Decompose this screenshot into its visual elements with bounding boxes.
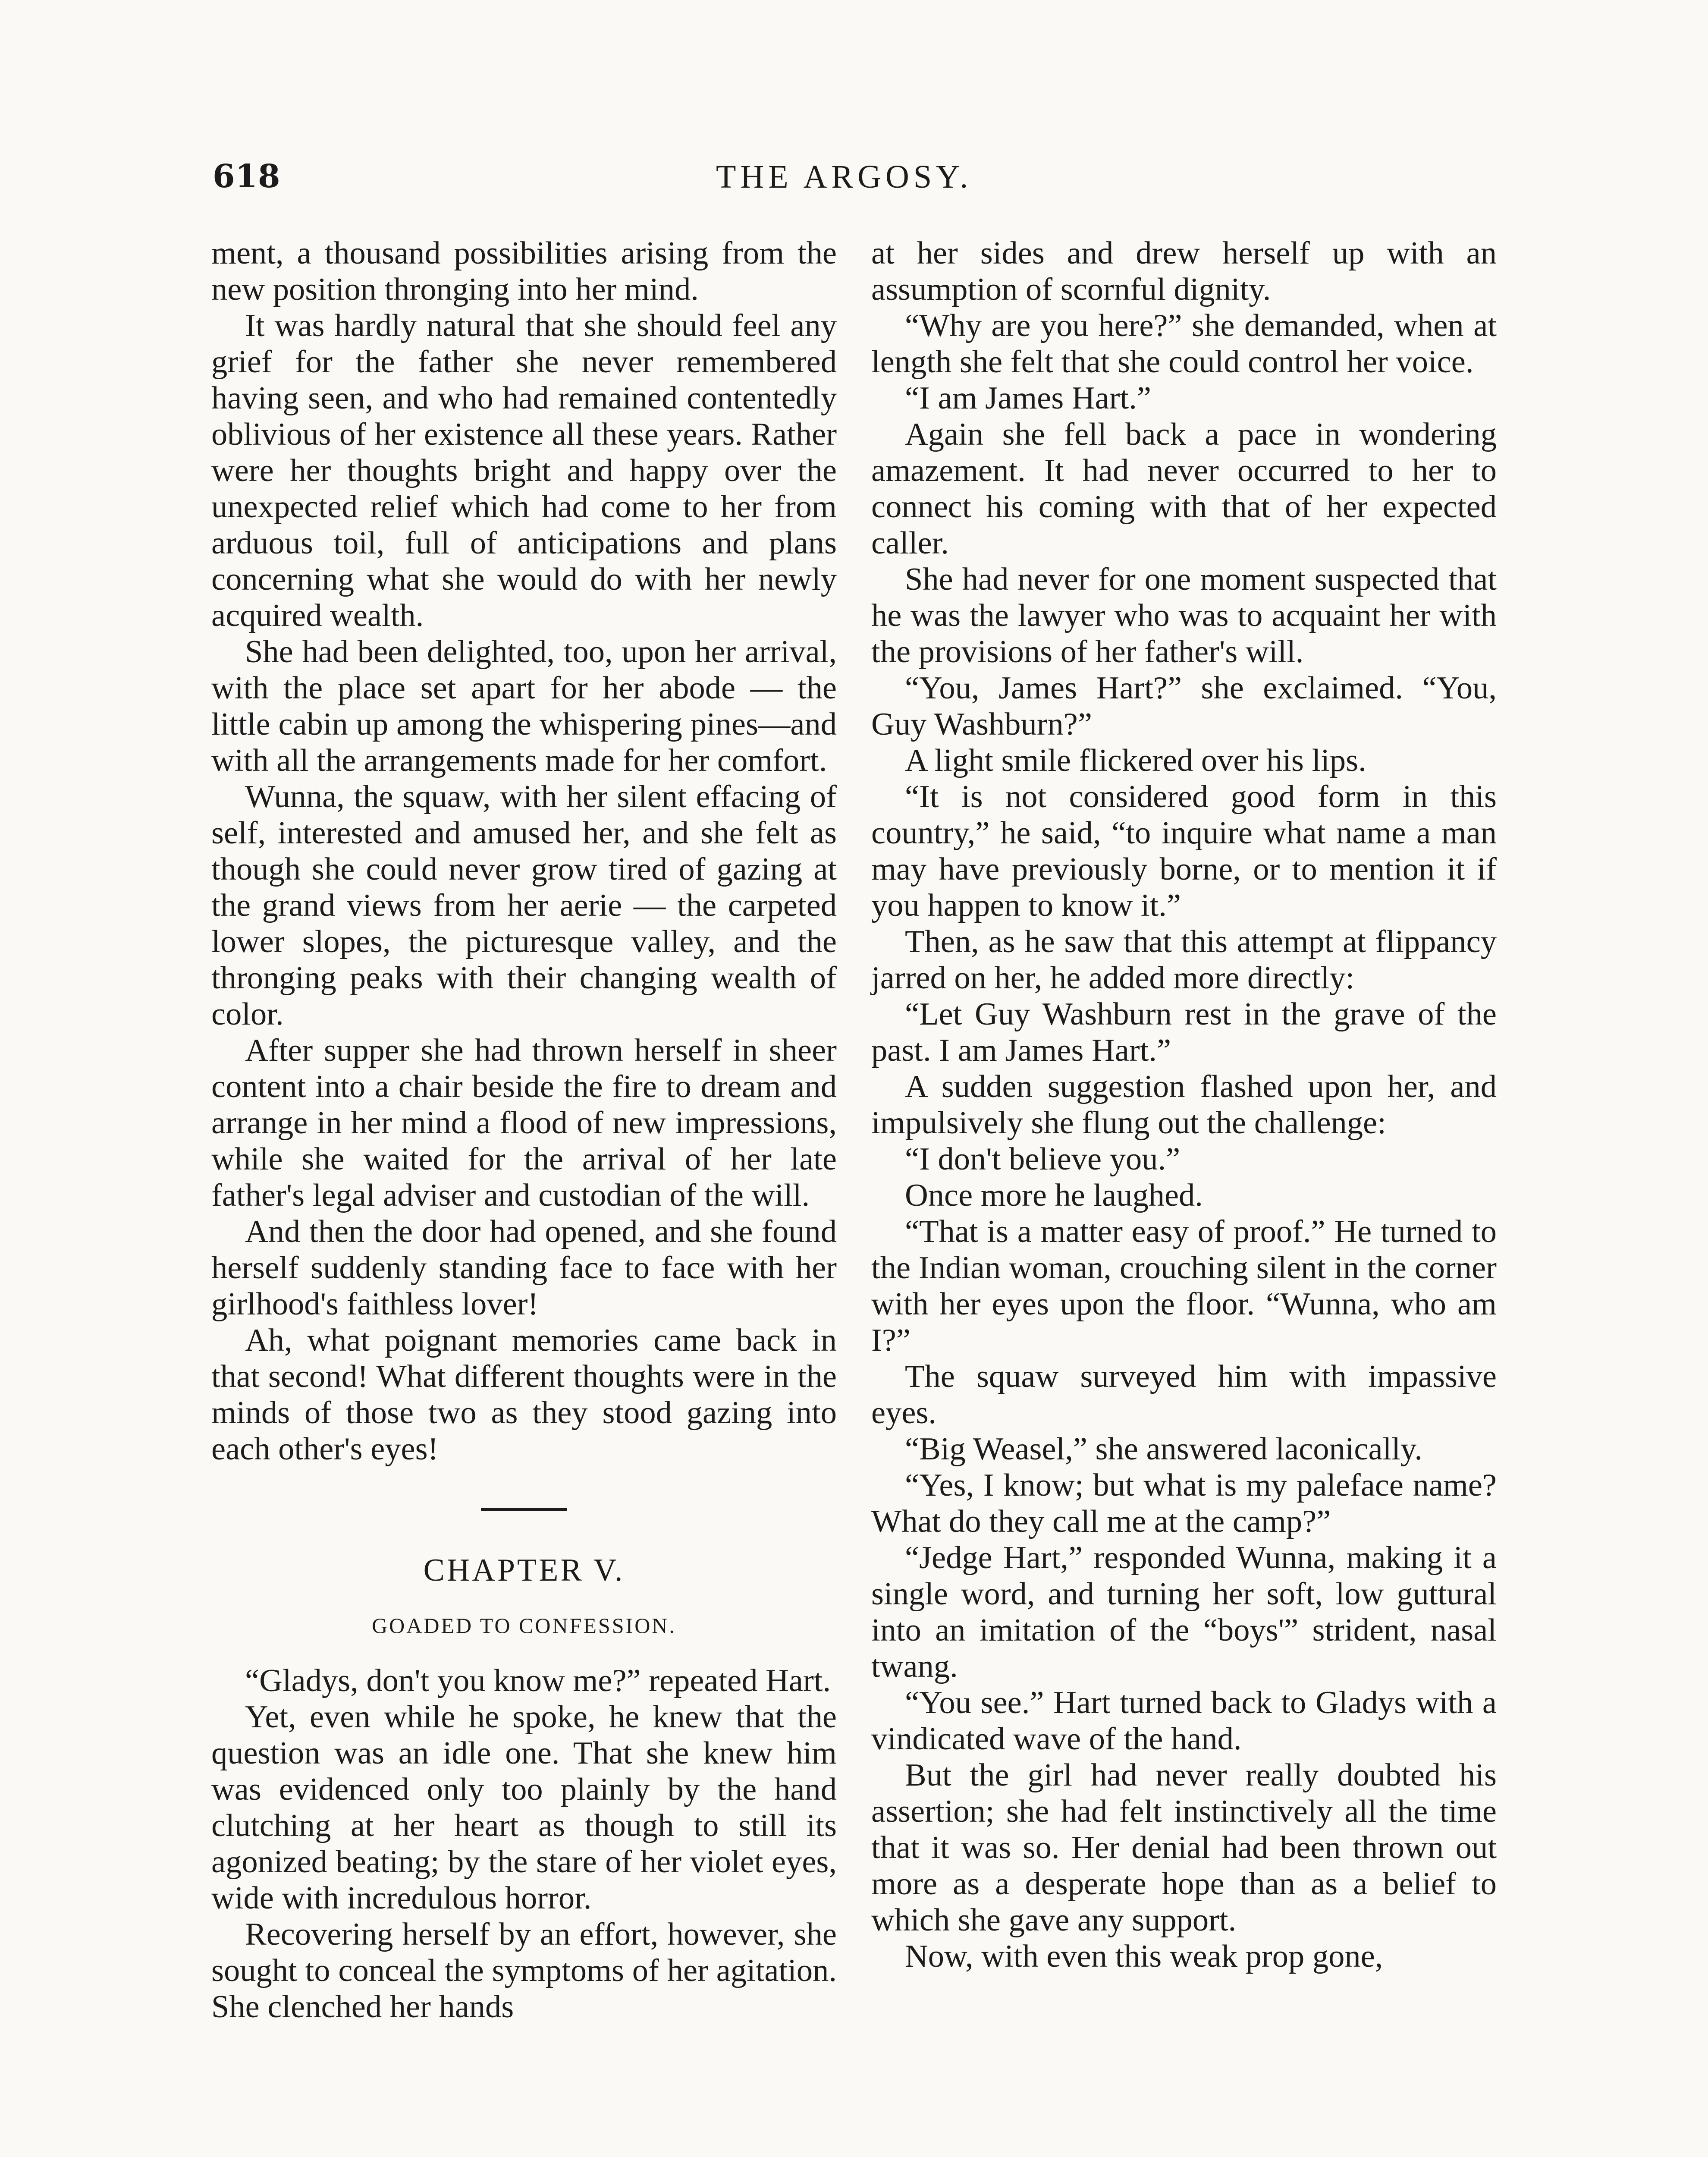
paragraph: “Gladys, don't you know me?” repeated Hart. xyxy=(245,1663,831,1698)
section-divider xyxy=(481,1508,567,1511)
paragraph: “You see.” Hart turned back to Gladys with a vindicated wave of the hand. xyxy=(871,1685,1497,1757)
paragraph: And then the door had opened, and she found herself suddenly standing face to face with her girlhood's faithless lover! xyxy=(211,1214,837,1322)
paragraph: Again she fell back a pace in wondering amazement. It had never occurred to her to connect his coming with that of her expected caller. xyxy=(871,417,1497,561)
running-head: THE ARGOSY. xyxy=(716,159,973,195)
paragraph: ment, a thousand possibilities arising from the new position thronging into her mind. xyxy=(211,236,837,307)
paragraph: Once more he laughed. xyxy=(905,1178,1203,1213)
paragraph: A light smile flickered over his lips. xyxy=(905,743,1366,778)
page-number: 618 xyxy=(213,158,281,195)
paragraph: She had never for one moment suspected that he was the lawyer who was to acquaint her with the provisions of her father's will. xyxy=(871,562,1497,670)
chapter-title: CHAPTER V. xyxy=(423,1553,625,1588)
paragraph: The squaw surveyed him with impassive eyes. xyxy=(871,1359,1497,1431)
chapter-subtitle: GOADED TO CONFESSION. xyxy=(372,1613,676,1638)
paragraph: She had been delighted, too, upon her arrival, with the place set apart for her abode — the little cabin up among the whispering pines—and with all the arrangements made for her comfort. xyxy=(211,634,837,778)
paragraph: at her sides and drew herself up with an assumption of scornful dignity. xyxy=(871,236,1497,307)
paragraph: It was hardly natural that she should feel any grief for the father she never remembered having seen, and who had remained contentedly oblivious of her existence all these years. Rather were her thoughts bright and happy over the unexpected relief which had come to her from arduous toil, full of anticipations and plans concerning what she would do with her newly acquired wealth. xyxy=(211,308,837,633)
paragraph: “Yes, I know; but what is my paleface name? What do they call me at the camp?” xyxy=(871,1468,1497,1539)
paragraph: After supper she had thrown herself in sheer content into a chair beside the fire to dream and arrange in her mind a flood of new impressions, while she waited for the arrival of her late father's legal adviser and custodian of the will. xyxy=(211,1033,837,1213)
paragraph: “It is not considered good form in this country,” he said, “to inquire what name a man may have previously borne, or to mention it if you happen to know it.” xyxy=(871,779,1497,923)
paragraph: “Let Guy Washburn rest in the grave of the past. I am James Hart.” xyxy=(871,997,1497,1068)
right-column xyxy=(871,235,1497,1975)
paragraph: “I am James Hart.” xyxy=(905,380,1151,416)
paragraph: “Big Weasel,” she answered laconically. xyxy=(905,1431,1423,1467)
paragraph: Then, as he saw that this attempt at flippancy jarred on her, he added more directly: xyxy=(871,924,1497,996)
paragraph: “I don't believe you.” xyxy=(905,1141,1181,1177)
paragraph: A sudden suggestion flashed upon her, and impulsively she flung out the challenge: xyxy=(871,1069,1497,1141)
paragraph: Now, with even this weak prop gone, xyxy=(905,1939,1383,1974)
paragraph: Yet, even while he spoke, he knew that the question was an idle one. That she knew him was evidenced only too plainly by the hand clutching at her heart as though to still its agonized beating; by the stare of her violet eyes, wide with incredulous horror. xyxy=(211,1699,837,1916)
left-column xyxy=(211,235,837,2025)
paragraph: “You, James Hart?” she exclaimed. “You, Guy Washburn?” xyxy=(871,670,1497,742)
paragraph: But the girl had never really doubted his assertion; she had felt instinctively all the time that it was so. Her denial had been thrown out more as a desperate hope than as a belief to which she gave any support. xyxy=(871,1758,1497,1938)
paragraph: Recovering herself by an effort, however, she sought to conceal the symptoms of her agitation. She clenched her hands xyxy=(211,1917,837,2025)
paragraph: “Jedge Hart,” responded Wunna, making it a single word, and turning her soft, low guttural into an imitation of the “boys'” strident, nasal twang. xyxy=(871,1540,1497,1684)
paragraph: “Why are you here?” she demanded, when at length she felt that she could control her voice. xyxy=(871,308,1497,380)
paragraph: Wunna, the squaw, with her silent effacing of self, interested and amused her, and she felt as though she could never grow tired of gazing at the grand views from her aerie — the carpeted lower slopes, the picturesque valley, and the thronging peaks with their changing wealth of color. xyxy=(211,779,837,1032)
paragraph: “That is a matter easy of proof.” He turned to the Indian woman, crouching silent in the corner with her eyes upon the floor. “Wunna, who am I?” xyxy=(871,1214,1497,1358)
paragraph: Ah, what poignant memories came back in that second! What different thoughts were in the minds of those two as they stood gazing into each other's eyes! xyxy=(211,1323,837,1467)
